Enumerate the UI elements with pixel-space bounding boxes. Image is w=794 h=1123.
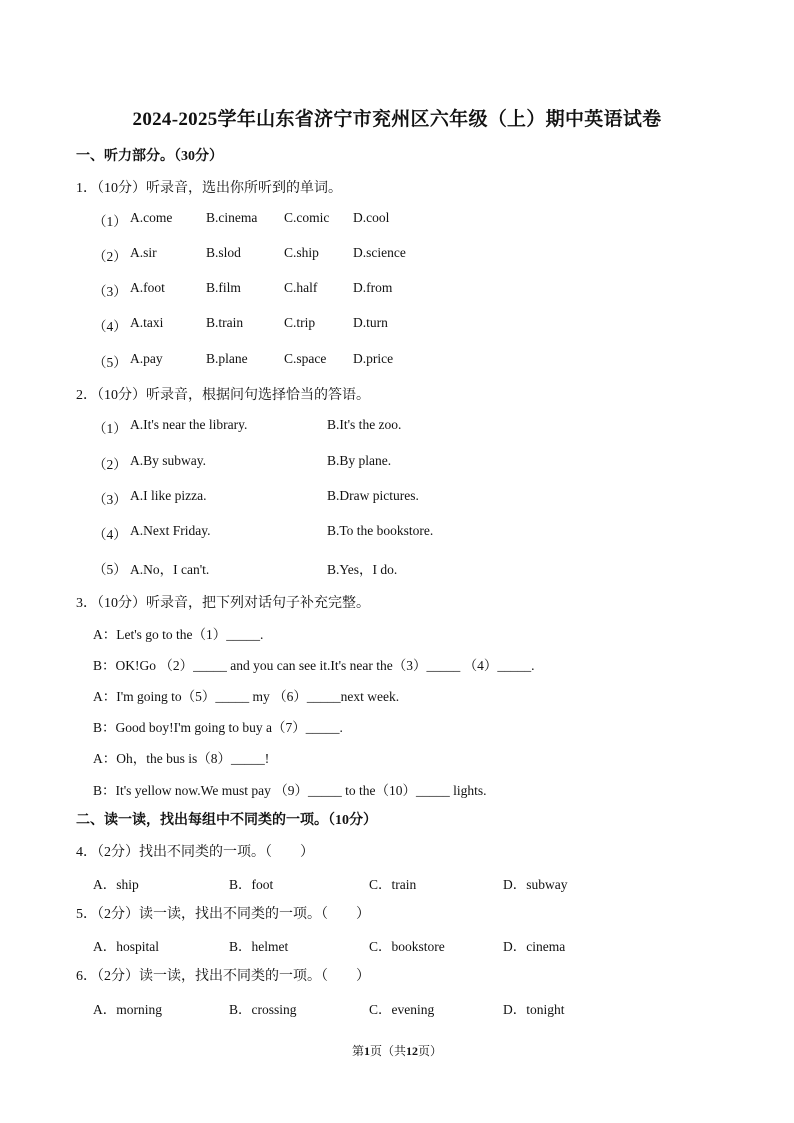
item-number: （1） [93, 214, 127, 229]
option-b: B.By plane. [327, 453, 392, 468]
item-number: （2） [93, 457, 127, 472]
option-a: A.I like pizza. [130, 488, 207, 503]
option-c: C．evening [369, 1002, 435, 1017]
option-a: A.No，I can't. [130, 562, 210, 577]
option-b: B．crossing [229, 1002, 297, 1017]
option-c: C.space [284, 351, 327, 366]
option-b: B．foot [229, 877, 274, 892]
option-a: A.It's near the library. [130, 417, 248, 432]
dialogue-line-5: A：Oh，the bus is（8）_____! [93, 751, 270, 766]
option-c: C．bookstore [369, 939, 445, 954]
item-number: （4） [93, 527, 127, 542]
option-c: C．train [369, 877, 417, 892]
question-5-stem: 5．（2分）读一读，找出不同类的一项。（ ） [76, 907, 370, 922]
option-b: B.plane [206, 351, 248, 366]
total-page-count: 12 [406, 1044, 418, 1058]
option-b: B.Draw pictures. [327, 488, 419, 503]
footer-suffix: 页） [418, 1044, 443, 1058]
option-b: B.film [206, 280, 241, 295]
option-b: B.It's the zoo. [327, 417, 402, 432]
option-a: A.Next Friday. [130, 523, 211, 538]
question-2-stem: 2．（10分）听录音，根据问句选择恰当的答语。 [76, 388, 370, 403]
section-heading-odd-one-out: 二、读一读，找出每组中不同类的一项。（10分） [76, 813, 377, 828]
option-a: A.come [130, 210, 173, 225]
option-a: A．hospital [93, 939, 159, 954]
option-b: B.cinema [206, 210, 258, 225]
question-3-stem: 3．（10分）听录音，把下列对话句子补充完整。 [76, 596, 370, 611]
option-d: D．tonight [503, 1002, 565, 1017]
dialogue-line-6: B：It's yellow now.We must pay （9）_____ to the（10）_____ lights. [93, 783, 487, 798]
option-a: A.By subway. [130, 453, 206, 468]
option-a: A.pay [130, 351, 163, 366]
option-d: D．cinema [503, 939, 566, 954]
option-d: D.price [353, 351, 394, 366]
question-1-stem: 1．（10分）听录音，选出你所听到的单词。 [76, 181, 342, 196]
option-d: D．subway [503, 877, 568, 892]
option-b: B.slod [206, 245, 241, 260]
option-a: A.sir [130, 245, 157, 260]
option-b: B.To the bookstore. [327, 523, 434, 538]
item-number: （5） [93, 355, 127, 370]
option-a: A.foot [130, 280, 165, 295]
option-d: D.from [353, 280, 393, 295]
option-c: C.comic [284, 210, 330, 225]
section-heading-listening: 一、听力部分。（30分） [76, 149, 223, 164]
current-page-number: 1 [363, 1044, 370, 1058]
item-number: （5） [93, 562, 127, 577]
option-b: B.train [206, 315, 244, 330]
option-b: B．helmet [229, 939, 289, 954]
page-title: 2024-2025学年山东省济宁市兖州区六年级（上）期中英语试卷 [132, 109, 662, 130]
dialogue-line-4: B：Good boy!I'm going to buy a（7）_____. [93, 720, 343, 735]
dialogue-line-3: A：I'm going to（5）_____ my （6）_____next week. [93, 689, 400, 704]
dialogue-line-1: A：Let's go to the（1）_____. [93, 627, 264, 642]
option-a: A．ship [93, 877, 139, 892]
option-b: B.Yes，I do. [327, 562, 398, 577]
dialogue-line-2: B：OK!Go （2）_____ and you can see it.It's near the（3）_____ （4）_____. [93, 658, 535, 673]
item-number: （3） [93, 492, 127, 507]
page-footer [0, 1042, 794, 1059]
option-d: D.science [353, 245, 406, 260]
option-c: C.ship [284, 245, 319, 260]
option-a: A.taxi [130, 315, 164, 330]
footer-prefix: 第 [351, 1044, 364, 1058]
question-6-stem: 6．（2分）读一读，找出不同类的一项。（ ） [76, 969, 370, 984]
option-d: D.turn [353, 315, 388, 330]
item-number: （2） [93, 249, 127, 264]
option-d: D.cool [353, 210, 390, 225]
question-4-stem: 4．（2分）找出不同类的一项。（ ） [76, 845, 314, 860]
option-c: C.trip [284, 315, 316, 330]
option-a: A．morning [93, 1002, 162, 1017]
item-number: （4） [93, 319, 127, 334]
item-number: （1） [93, 421, 127, 436]
item-number: （3） [93, 284, 127, 299]
option-c: C.half [284, 280, 318, 295]
footer-middle: 页（共 [369, 1044, 406, 1058]
